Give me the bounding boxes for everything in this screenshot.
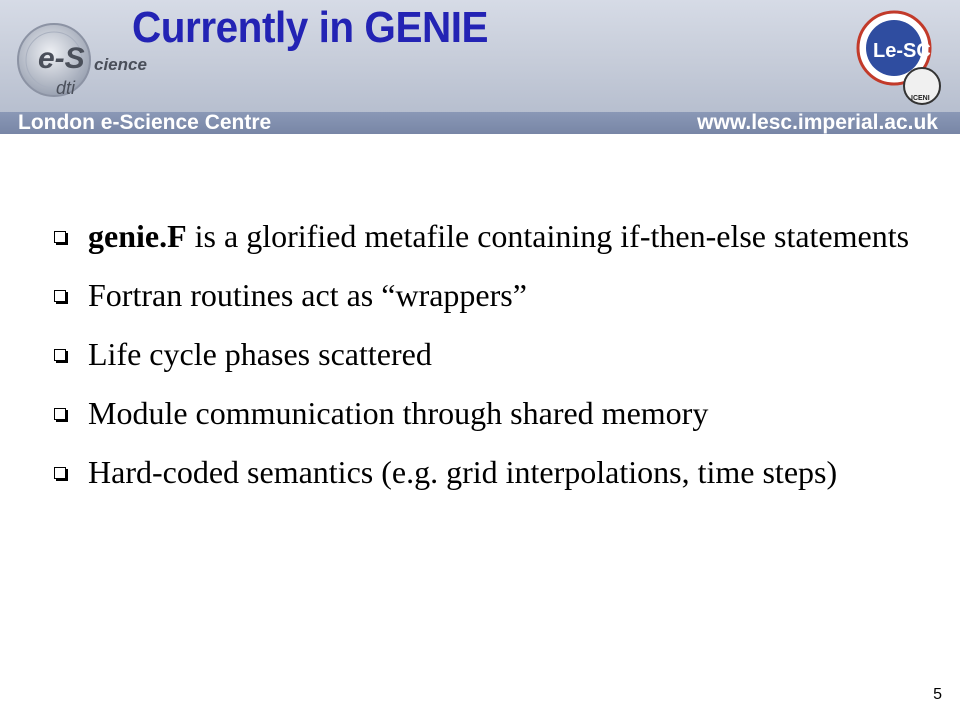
square-bullet-icon [54, 349, 66, 361]
logo-right-badge: ICENI [911, 95, 930, 102]
bullet-item [54, 452, 934, 492]
square-bullet-icon [54, 231, 66, 243]
logo-left-suffix: cience [94, 55, 147, 74]
bullet-text: Life cycle phases scattered [88, 336, 432, 372]
slide-content [54, 216, 934, 511]
organisation-name: London e-Science Centre [18, 111, 272, 134]
bullet-text: Fortran routines act as “wrappers” [88, 277, 527, 313]
london-e-science-centre-logo [848, 6, 948, 110]
bullet-item [54, 393, 934, 433]
logo-right-main: Le-SC [873, 40, 931, 62]
website-url: www.lesc.imperial.ac.uk [697, 111, 938, 134]
square-bullet-icon [54, 467, 66, 479]
bullet-item [54, 275, 934, 315]
bullet-item [54, 334, 934, 374]
bullet-text: Hard-coded semantics (e.g. grid interpolations, time steps) [88, 454, 838, 490]
slide-title: Currently in GENIE [132, 3, 489, 52]
page-number: 5 [933, 686, 942, 703]
logo-left-main: e-S [38, 42, 85, 75]
square-bullet-icon [54, 408, 66, 420]
bullet-item [54, 216, 934, 256]
logo-left-sub: dti [56, 78, 76, 98]
square-bullet-icon [54, 290, 66, 302]
bullet-bold-text: genie.F [88, 218, 187, 254]
bullet-text: is a glorified metafile containing if-then-else statements [186, 218, 910, 254]
bullet-text: Module communication through shared memory [88, 395, 709, 431]
bullet-list [54, 216, 934, 492]
slide-header [0, 0, 960, 134]
